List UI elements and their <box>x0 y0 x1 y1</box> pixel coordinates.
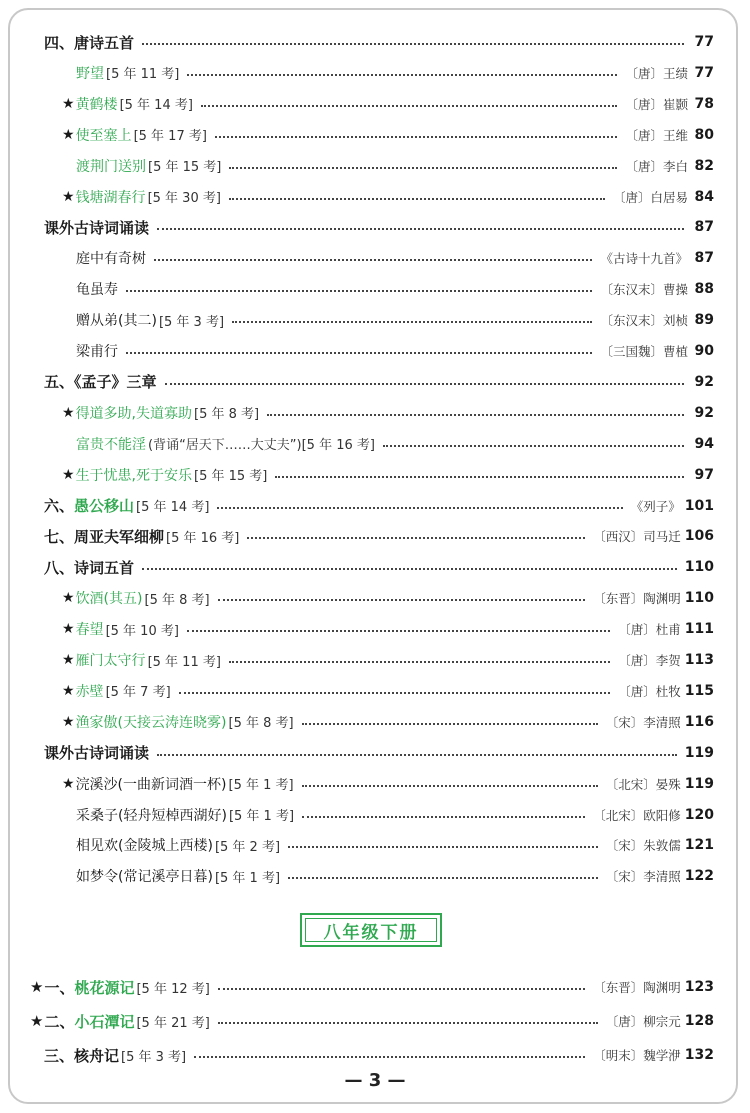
entry-page: 101 <box>684 497 714 514</box>
entry-title-text: 课外古诗词诵读 <box>44 218 150 237</box>
entry-title-text: 野望 <box>76 65 104 82</box>
entry-author: 《列子》 <box>630 498 681 514</box>
leader-dots <box>157 754 677 756</box>
entry-title-text: 饮酒(其五) <box>75 591 143 608</box>
toc-entry[interactable] <box>62 399 714 427</box>
star-icon: ★ <box>62 126 75 143</box>
star-icon: ★ <box>62 775 75 792</box>
entry-title-text: 五、《孟子》三章 <box>44 373 157 392</box>
entry-title-text: 赤壁 <box>75 683 104 700</box>
entry-note: [5 年 1 考] <box>228 809 295 824</box>
entry-author: 〔三国魏〕曹植 <box>600 344 688 359</box>
toc-entry[interactable] <box>62 183 714 211</box>
leader-dots <box>229 167 617 169</box>
section-banner <box>300 913 442 947</box>
entry-title-text: 八、诗词五首 <box>44 558 135 577</box>
entry-title <box>62 465 267 485</box>
entry-title-text: 七、周亚夫军细柳 <box>44 527 165 546</box>
leader-dots <box>126 290 592 292</box>
entry-title <box>62 619 179 639</box>
toc-entry[interactable] <box>44 213 714 241</box>
toc-entry[interactable] <box>44 522 714 550</box>
toc-entry[interactable] <box>62 770 714 798</box>
entry-page: 120 <box>684 806 714 823</box>
entry-page: 116 <box>684 713 714 730</box>
entry-note: [5 年 14 考] <box>136 500 210 515</box>
toc-entry[interactable] <box>76 430 714 458</box>
entry-title-text: 渔家傲(天接云涛连晓雾) <box>75 714 227 731</box>
star-icon: ★ <box>30 978 44 996</box>
entry-note: [5 年 14 考] <box>119 98 193 114</box>
entry-title <box>44 1045 186 1066</box>
entry-title <box>30 1011 210 1032</box>
entry-title-text: 使至塞上 <box>75 127 132 144</box>
toc-entry[interactable] <box>76 152 714 180</box>
leader-dots <box>201 105 618 107</box>
entry-number: 一、 <box>44 978 75 997</box>
entry-author: 《古诗十九首》 <box>600 251 688 267</box>
entry-page: 77 <box>694 34 714 50</box>
entry-page: 92 <box>694 373 714 390</box>
star-icon: ★ <box>62 652 75 668</box>
entry-note: [5 年 15 考] <box>194 469 268 485</box>
entry-title-text: 雁门太守行 <box>75 653 146 669</box>
entry-page: 82 <box>694 157 714 174</box>
entry-title-text: 四、唐诗五首 <box>44 33 135 52</box>
entry-page: 90 <box>694 343 714 359</box>
entry-title <box>30 977 210 998</box>
page-number: — 3 — <box>344 1070 406 1091</box>
leader-dots <box>267 414 684 416</box>
toc-entry[interactable] <box>44 492 714 520</box>
entry-author: 〔北宋〕晏殊 <box>605 776 681 792</box>
entry-page: 113 <box>684 652 714 668</box>
entry-title <box>76 805 294 825</box>
entry-page: 111 <box>684 621 714 638</box>
entry-note: [5 年 15 考] <box>148 160 222 176</box>
toc-entry[interactable] <box>76 306 714 334</box>
leader-dots <box>275 476 684 478</box>
entry-title <box>62 94 193 114</box>
leader-dots <box>142 43 684 45</box>
entry-note: (背诵“居天下……大丈夫”)[5 年 16 考] <box>148 438 375 454</box>
entry-author: 〔西汉〕司马迁 <box>593 529 681 545</box>
entry-page: 78 <box>694 95 714 112</box>
leader-dots <box>218 988 585 990</box>
entry-title <box>76 63 179 83</box>
leader-dots <box>187 630 610 632</box>
entry-page: 77 <box>694 64 714 81</box>
entry-author: 〔唐〕王绩 <box>625 65 688 81</box>
entry-title-text: 采桑子(轻舟短棹西湖好) <box>76 807 227 824</box>
entry-author: 〔唐〕李白 <box>625 158 688 174</box>
leader-dots <box>157 228 684 230</box>
toc-entry[interactable] <box>30 1007 714 1035</box>
entry-title-text: 黄鹤楼 <box>75 96 118 113</box>
entry-page: 123 <box>684 979 714 995</box>
leader-dots <box>288 877 598 879</box>
entry-author: 〔唐〕崔颢 <box>625 96 688 112</box>
entry-title-text: 如梦令(常记溪亭日暮) <box>76 869 213 886</box>
entry-page: 119 <box>684 775 714 792</box>
entry-title <box>76 156 221 176</box>
toc-entry[interactable] <box>44 739 714 767</box>
entry-title-text: 课外古诗词诵读 <box>44 744 150 763</box>
leader-dots <box>229 198 605 200</box>
entry-title <box>76 835 280 855</box>
entry-page: 89 <box>694 312 714 329</box>
star-icon: ★ <box>62 95 75 112</box>
entry-page: 87 <box>694 219 714 236</box>
entry-author: 〔唐〕白居易 <box>612 189 688 205</box>
leader-dots <box>194 1056 585 1058</box>
entry-note: [5 年 8 考] <box>194 407 260 423</box>
entry-note: [5 年 17 考] <box>133 129 207 145</box>
entry-page: 106 <box>684 528 714 545</box>
toc-entry[interactable] <box>44 28 714 56</box>
toc-entry[interactable] <box>62 615 714 643</box>
leader-dots <box>165 383 684 385</box>
entry-title-text: 春望 <box>75 622 104 639</box>
entry-note: [5 年 8 考] <box>144 592 210 608</box>
entry-author: 〔唐〕杜甫 <box>618 622 681 638</box>
entry-title-text: 得道多助,失道寡助 <box>75 405 193 422</box>
entry-title <box>76 310 224 330</box>
entry-title <box>44 32 134 53</box>
entry-note: [5 年 21 考] <box>136 1015 210 1031</box>
star-icon: ★ <box>62 682 75 699</box>
entry-author: 〔东晋〕陶渊明 <box>593 591 681 607</box>
toc-entry[interactable] <box>76 244 714 272</box>
entry-title-text: 龟虽寿 <box>76 282 118 299</box>
entry-page: 132 <box>684 1047 714 1063</box>
entry-author: 〔明末〕魏学洢 <box>593 1048 681 1063</box>
toc-entry[interactable] <box>76 831 714 859</box>
star-icon: ★ <box>30 1012 44 1030</box>
entry-page: 87 <box>694 250 714 267</box>
entry-page: 115 <box>684 682 714 699</box>
entry-title <box>76 866 280 886</box>
star-icon: ★ <box>62 713 75 730</box>
toc-entry[interactable] <box>30 973 714 1001</box>
entry-title-text: 小石潭记 <box>74 1012 135 1031</box>
toc-entry[interactable] <box>62 121 714 149</box>
leader-dots <box>142 568 677 570</box>
entry-author: 〔北宋〕欧阳修 <box>593 807 681 823</box>
entry-page: 119 <box>684 744 714 761</box>
leader-dots <box>383 445 684 447</box>
entry-title-text: 桃花源记 <box>74 978 135 997</box>
entry-author: 〔宋〕李清照 <box>605 714 681 730</box>
entry-author: 〔宋〕朱敦儒 <box>605 838 681 854</box>
star-icon: ★ <box>62 188 75 205</box>
toc-entry[interactable] <box>44 553 714 581</box>
entry-note: [5 年 3 考] <box>121 1049 187 1065</box>
toc-entry[interactable] <box>76 275 714 303</box>
entry-title-text: 相见欢(金陵城上西楼) <box>76 838 213 855</box>
toc-entry[interactable] <box>62 677 714 705</box>
entry-title-text: 愚公移山 <box>74 497 135 515</box>
toc-entry[interactable] <box>76 862 714 890</box>
entry-title <box>76 341 118 361</box>
toc-entry[interactable] <box>62 708 714 736</box>
toc-entry[interactable] <box>62 461 714 489</box>
entry-page: 97 <box>694 466 714 483</box>
toc-entry[interactable] <box>76 337 714 365</box>
entry-author: 〔东汉末〕曹操 <box>600 282 688 298</box>
entry-page: 88 <box>694 281 714 298</box>
entry-note: [5 年 1 考] <box>214 870 281 886</box>
entry-title <box>62 681 171 701</box>
toc-entry[interactable] <box>62 584 714 612</box>
entry-note: [5 年 16 考] <box>166 530 240 546</box>
entry-note: [5 年 1 考] <box>228 778 294 794</box>
leader-dots <box>288 846 598 848</box>
entry-page: 94 <box>694 435 714 452</box>
entry-title <box>76 279 118 299</box>
toc-entry[interactable] <box>76 801 714 829</box>
entry-author: 〔宋〕李清照 <box>605 869 681 885</box>
toc-entry[interactable] <box>44 1041 714 1069</box>
leader-dots <box>215 136 618 138</box>
leader-dots <box>302 816 585 818</box>
entry-title <box>44 217 149 238</box>
entry-page: 110 <box>684 590 714 607</box>
star-icon: ★ <box>62 621 75 638</box>
entry-title-text: 富贵不能淫 <box>76 436 146 453</box>
entry-title <box>62 187 221 207</box>
entry-note: [5 年 2 考] <box>214 839 281 855</box>
entry-title-text: 渡荆门送别 <box>76 158 146 175</box>
entry-number: 二、 <box>44 1012 75 1031</box>
entry-title <box>76 248 146 268</box>
entry-title-text: 浣溪沙(一曲新词酒一杯) <box>75 776 227 793</box>
leader-dots <box>229 661 610 663</box>
entry-title <box>62 403 259 423</box>
toc-entry[interactable] <box>44 368 714 396</box>
entry-title <box>44 495 209 516</box>
leader-dots <box>217 507 622 509</box>
entry-number: 六、 <box>44 497 75 515</box>
entry-page: 121 <box>684 837 714 854</box>
entry-note: [5 年 11 考] <box>147 654 221 670</box>
banner-label: 八年级下册 <box>323 922 419 943</box>
leader-dots <box>218 599 586 601</box>
leader-dots <box>154 259 592 261</box>
entry-note: [5 年 3 考] <box>158 314 225 330</box>
leader-dots <box>126 352 592 354</box>
entry-page: 92 <box>694 404 714 421</box>
entry-title <box>44 742 149 763</box>
entry-page: 84 <box>694 188 714 205</box>
entry-author: 〔唐〕杜牧 <box>618 683 681 699</box>
entry-title <box>62 650 221 670</box>
entry-page: 122 <box>684 868 714 885</box>
entry-note: [5 年 8 考] <box>228 716 294 732</box>
leader-dots <box>232 321 592 323</box>
entry-title <box>62 125 207 145</box>
leader-dots <box>302 785 598 787</box>
entry-title <box>44 526 239 547</box>
entry-author: 〔东晋〕陶渊明 <box>593 980 681 995</box>
entry-title-text: 梁甫行 <box>76 344 118 360</box>
entry-title-text: 赠从弟(其二) <box>76 313 157 330</box>
entry-title <box>62 712 294 732</box>
entry-title-text: 三、核舟记 <box>44 1046 120 1065</box>
entry-title <box>62 774 294 794</box>
entry-author: 〔唐〕李贺 <box>618 653 681 668</box>
entry-author: 〔东汉末〕刘桢 <box>600 313 688 329</box>
entry-page: 110 <box>684 559 714 576</box>
entry-note: [5 年 7 考] <box>105 685 171 701</box>
entry-author: 〔唐〕柳宗元 <box>605 1014 681 1029</box>
star-icon: ★ <box>62 590 75 607</box>
entry-title <box>62 588 210 608</box>
entry-note: [5 年 11 考] <box>106 67 180 83</box>
entry-author: 〔唐〕王维 <box>625 127 688 143</box>
leader-dots <box>302 723 598 725</box>
entry-title-text: 钱塘湖春行 <box>75 189 146 206</box>
toc-entry[interactable] <box>62 90 714 118</box>
star-icon: ★ <box>62 466 75 483</box>
entry-title <box>44 371 157 392</box>
toc-entry[interactable] <box>76 59 714 87</box>
entry-note: [5 年 30 考] <box>147 191 221 206</box>
entry-note: [5 年 12 考] <box>136 981 210 997</box>
leader-dots <box>187 74 617 76</box>
leader-dots <box>179 692 611 694</box>
leader-dots <box>247 537 585 539</box>
star-icon: ★ <box>62 404 75 421</box>
entry-title-text: 生于忧患,死于安乐 <box>75 467 193 484</box>
entry-title <box>76 434 375 454</box>
entry-page: 80 <box>694 126 714 143</box>
entry-page: 128 <box>684 1013 714 1029</box>
entry-note: [5 年 10 考] <box>105 623 179 639</box>
entry-title <box>44 557 134 578</box>
entry-title-text: 庭中有奇树 <box>76 251 146 268</box>
toc-entry[interactable] <box>62 646 714 674</box>
leader-dots <box>218 1022 598 1024</box>
